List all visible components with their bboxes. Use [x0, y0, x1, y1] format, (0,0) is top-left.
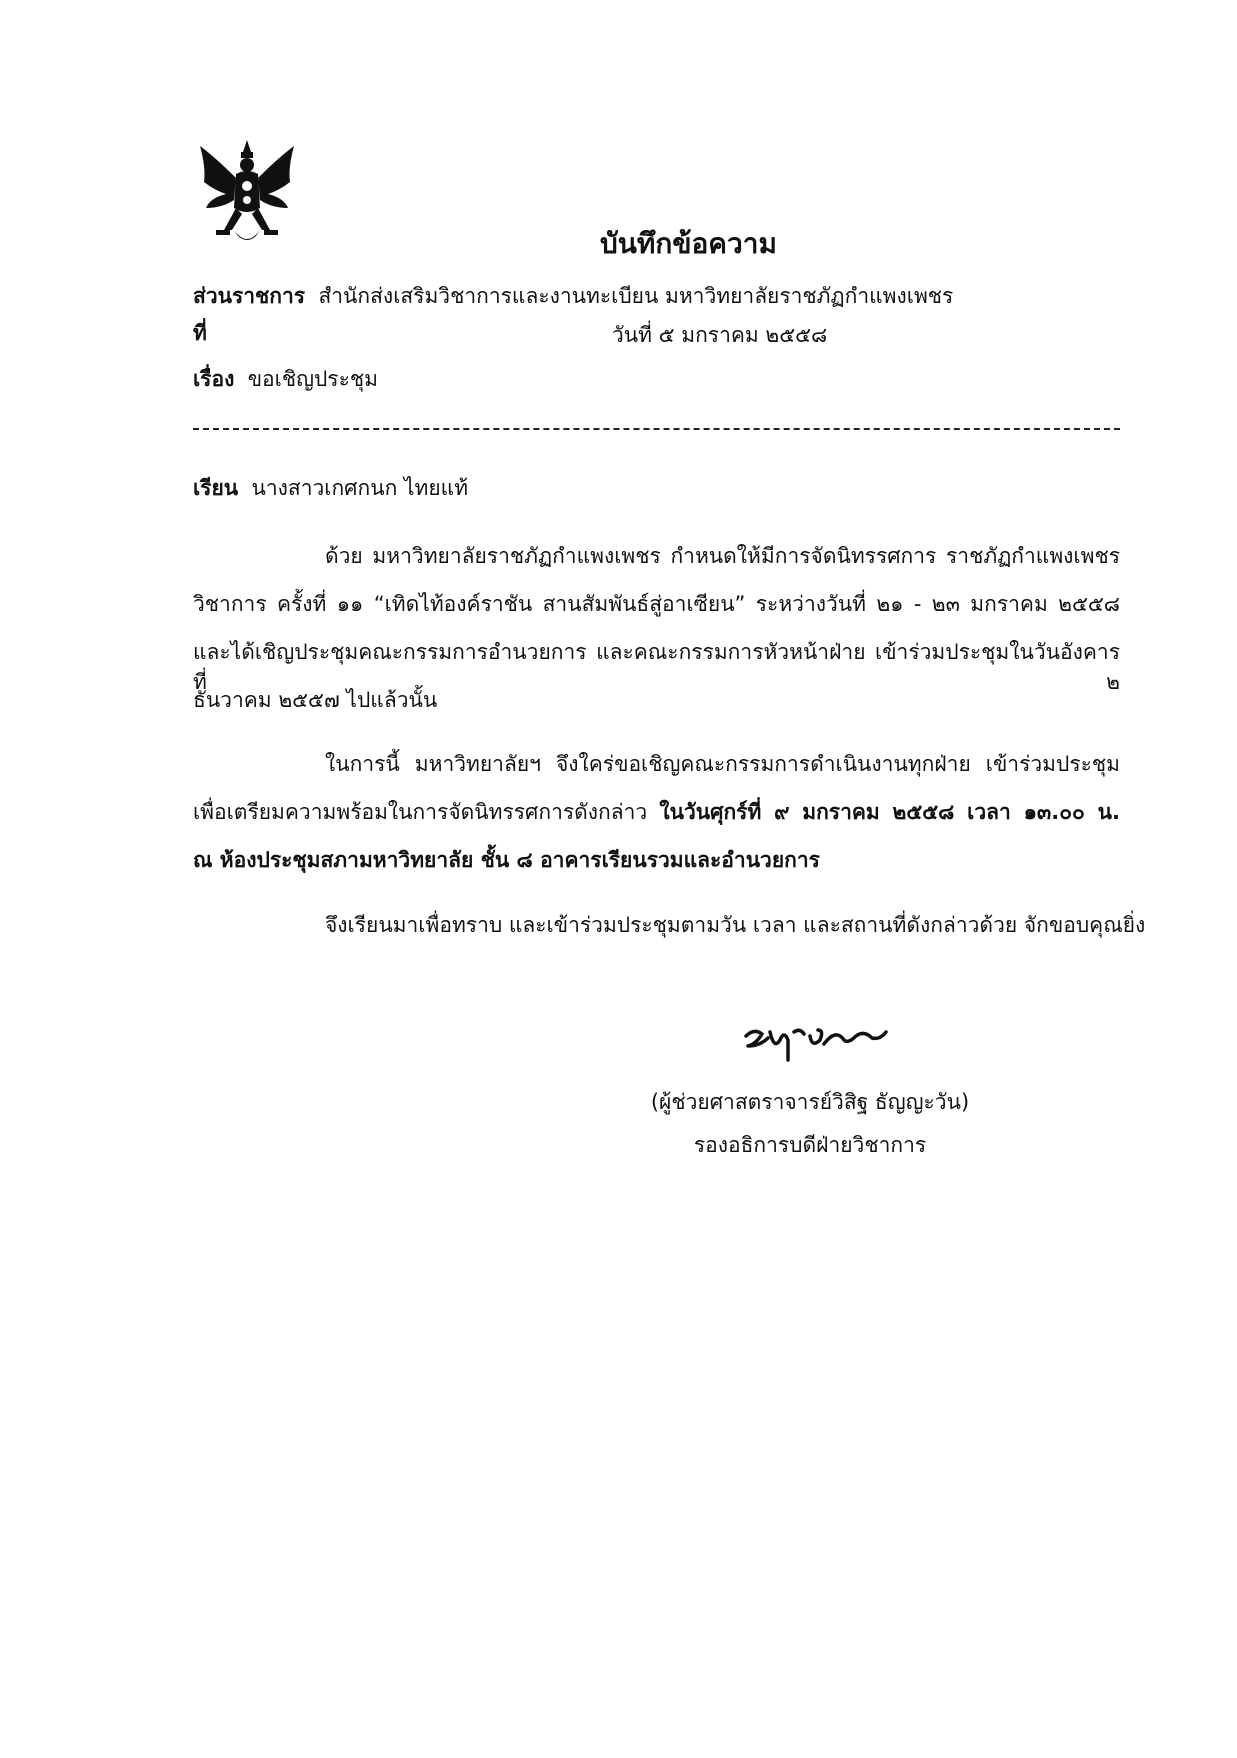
separator-line: [193, 428, 1120, 430]
subject-line: [193, 364, 378, 394]
agency-value: สำนักส่งเสริมวิชาการและงานทะเบียน มหาวิทยาลัยราชภัฏกำแพงเพชร: [318, 284, 954, 308]
subject-label: เรื่อง: [193, 367, 235, 391]
garuda-emblem-icon: [196, 138, 298, 250]
salutation: [193, 473, 468, 503]
paragraph-2-line-2-bold: ในวันศุกร์ที่ ๙ มกราคม ๒๕๕๘ เวลา ๑๓.๐๐ น.: [659, 800, 1120, 824]
salutation-recipient: นางสาวเกศกนก ไทยแท้: [251, 476, 469, 500]
handwritten-signature: [740, 1010, 890, 1070]
document-title: บันทึกข้อความ: [600, 227, 777, 260]
paragraph-1-line-4: ธันวาคม ๒๕๕๗ ไปแล้วนั้น: [193, 688, 438, 712]
paragraph-1-line-3: และได้เชิญประชุมคณะกรรมการอำนวยการ และคณะกรรมการหัวหน้าฝ่าย เข้าร่วมประชุมในวันอังคารที่ ๒: [193, 640, 1120, 694]
salutation-label: เรียน: [193, 476, 239, 500]
paragraph-2-line-3: ณ ห้องประชุมสภามหาวิทยาลัย ชั้น ๘ อาคารเรียนรวมและอำนวยการ: [193, 848, 820, 872]
closing-paragraph: จึงเรียนมาเพื่อทราบ และเข้าร่วมประชุมตามวัน เวลา และสถานที่ดังกล่าวด้วย จักขอบคุณยิ่ง: [325, 913, 1146, 937]
paragraph-2-line-1: ในการนี้ มหาวิทยาลัยฯ จึงใคร่ขอเชิญคณะกรรมการดำเนินงานทุกฝ่าย เข้าร่วมประชุม: [325, 752, 1120, 776]
signatory-position: รองอธิการบดีฝ่ายวิชาการ: [693, 1133, 927, 1157]
signatory-name: (ผู้ช่วยศาสตราจารย์วิสิฐ ธัญญะวัน): [650, 1090, 970, 1114]
paragraph-2-line-2-normal: เพื่อเตรียมความพร้อมในการจัดนิทรรศการดังกล่าว: [193, 800, 648, 824]
subject-value: ขอเชิญประชุม: [247, 367, 378, 391]
agency-label: ส่วนราชการ: [193, 284, 306, 308]
ref-label: ที่: [193, 321, 207, 345]
paragraph-1-line-2: วิชาการ ครั้งที่ ๑๑ “เทิดไท้องค์ราชัน สานสัมพันธ์สู่อาเซียน” ระหว่างวันที่ ๒๑ - ๒๓ มกราคม ๒๕๕๘: [193, 592, 1120, 616]
agency-line: [193, 281, 953, 311]
document-date: วันที่ ๕ มกราคม ๒๕๕๘: [612, 323, 828, 347]
paragraph-1-line-1: ด้วย มหาวิทยาลัยราชภัฏกำแพงเพชร กำหนดให้มีการจัดนิทรรศการ ราชภัฏกำแพงเพชร: [325, 544, 1120, 568]
paragraph-2-line-2: [193, 797, 1120, 827]
